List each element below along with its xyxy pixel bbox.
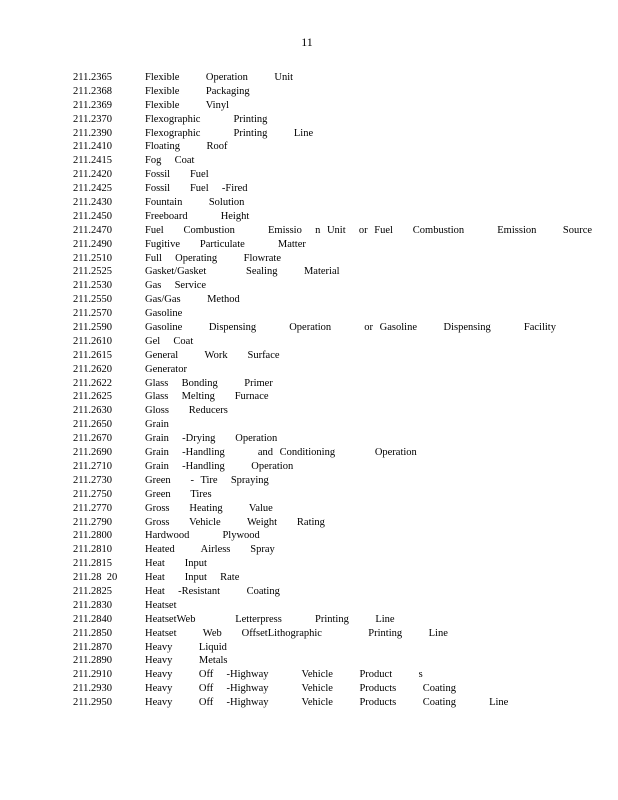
section-number: 211.2430: [73, 197, 112, 209]
definition-entry: [73, 71, 593, 85]
definition-entry: [73, 224, 593, 238]
section-number: 211.2622: [73, 377, 112, 389]
definition-entry: [73, 307, 593, 321]
section-number: 211.2470: [73, 224, 112, 236]
defined-term: Heat -Resistant Coating: [145, 585, 280, 597]
defined-term: Grain -Drying Operation: [145, 433, 278, 445]
definition-entry: [73, 627, 593, 641]
defined-term: Gel Coat: [145, 335, 194, 347]
defined-term: Green - Tire Spraying: [145, 474, 269, 486]
section-number: 211.2950: [73, 697, 112, 709]
section-number: 211.2670: [73, 433, 112, 445]
defined-term: Hardwood Plywood: [145, 530, 260, 542]
defined-term: Fuel Combustion Emissio n Unit or Fuel Combustion Emission Source: [145, 224, 593, 236]
definition-entry: [73, 238, 593, 252]
defined-term: Green Tires: [145, 488, 212, 500]
defined-term: Heavy Metals: [145, 655, 228, 667]
definition-entry: [73, 571, 593, 585]
section-number: 211.2525: [73, 266, 112, 278]
section-number: 211.2930: [73, 683, 112, 695]
section-number: 211.2368: [73, 85, 112, 97]
section-number: 211.2615: [73, 349, 112, 361]
section-number: 211.2370: [73, 113, 112, 125]
section-number: 211.2420: [73, 169, 112, 181]
definition-entry: [73, 390, 593, 404]
defined-term: Gasket/Gasket Sealing Material: [145, 266, 340, 278]
definition-entry: [73, 529, 593, 543]
definition-entry: [73, 654, 593, 668]
defined-term: Heavy Liquid: [145, 641, 227, 653]
defined-term: Grain -Handling and Conditioning Operation: [145, 447, 417, 459]
section-number: 211.2650: [73, 419, 112, 431]
section-number: 211.2850: [73, 627, 112, 639]
definition-entry: [73, 182, 593, 196]
section-number: 211.2630: [73, 405, 112, 417]
section-number: 211.2890: [73, 655, 112, 667]
definition-entry: [73, 696, 593, 710]
defined-term: Fugitive Particulate Matter: [145, 238, 306, 250]
defined-term: Gas Service: [145, 280, 207, 292]
definition-entry: [73, 682, 593, 696]
section-number: 211.2369: [73, 99, 112, 111]
defined-term: General Work Surface: [145, 349, 280, 361]
section-number: 211.2415: [73, 155, 112, 167]
definition-entry: [73, 516, 593, 530]
definition-entry: [73, 210, 593, 224]
defined-term: Gasoline Dispensing Operation or Gasoline Dispensing Facility: [145, 322, 556, 334]
definition-entry: [73, 377, 593, 391]
defined-term: Fog Coat: [145, 155, 195, 167]
definition-entry: [73, 474, 593, 488]
defined-term: Glass Melting Furnace: [145, 391, 269, 403]
defined-term: Flexible Operation Unit: [145, 72, 294, 83]
defined-term: Heat Input Rate: [145, 572, 240, 584]
section-number: 211.2410: [73, 141, 112, 153]
section-number: 211.2750: [73, 488, 112, 500]
defined-term: Heated Airless Spray: [145, 544, 275, 556]
section-number: 211.2830: [73, 599, 112, 611]
definition-entry: [73, 543, 593, 557]
section-number: 211.2590: [73, 322, 112, 334]
page-number: 11: [301, 35, 313, 49]
definition-entry: [73, 265, 593, 279]
definition-entry: [73, 446, 593, 460]
section-number: 211.2620: [73, 363, 112, 375]
section-number: 211.2870: [73, 641, 112, 653]
defined-term: Fountain Solution: [145, 197, 245, 209]
definition-entry: [73, 557, 593, 571]
definition-entry: [73, 279, 593, 293]
definition-entry: [73, 668, 593, 682]
definition-entry: [73, 127, 593, 141]
definition-entry: [73, 154, 593, 168]
defined-term: Gasoline: [145, 308, 183, 320]
section-number: 211.2825: [73, 585, 112, 597]
definition-entry: [73, 641, 593, 655]
definition-entry: [73, 140, 593, 154]
definition-entry: [73, 418, 593, 432]
section-number: 211.2610: [73, 335, 112, 347]
section-number: 211.2450: [73, 210, 112, 222]
definition-entry: [73, 335, 593, 349]
defined-term: Heatset Web OffsetLithographic Printing Line: [145, 627, 448, 639]
definition-entry: [73, 502, 593, 516]
defined-term: Heatset: [145, 599, 177, 611]
defined-term: Gas/Gas Method: [145, 294, 240, 306]
definition-entry: [73, 252, 593, 266]
defined-term: Gloss Reducers: [145, 405, 228, 417]
defined-term: Heavy Off -Highway Vehicle Products Coating Line: [145, 697, 509, 709]
definition-entry: [73, 321, 593, 335]
section-number: 211.2365: [73, 72, 112, 83]
definition-entry: [73, 293, 593, 307]
definition-entry: [73, 196, 593, 210]
definition-entry: [73, 99, 593, 113]
definition-entry: [73, 168, 593, 182]
definition-entry: [73, 432, 593, 446]
definition-entry: [73, 113, 593, 127]
section-number: 211.2625: [73, 391, 112, 403]
defined-term: Generator: [145, 363, 187, 375]
section-number: 211.2910: [73, 669, 112, 681]
section-number: 211.2390: [73, 127, 112, 139]
section-number: 211.2490: [73, 238, 112, 250]
defined-term: Flexographic Printing Line: [145, 127, 314, 139]
defined-term: Heavy Off -Highway Vehicle Products Coating: [145, 683, 456, 695]
section-number: 211.2730: [73, 474, 112, 486]
definition-entry: [73, 488, 593, 502]
section-number: 211.2710: [73, 460, 112, 472]
defined-term: Grain -Handling Operation: [145, 460, 294, 472]
defined-term: Full Operating Flowrate: [145, 252, 281, 264]
section-number: 211.2425: [73, 183, 112, 195]
defined-term: Gross Heating Value: [145, 502, 273, 514]
section-number: 211.2810: [73, 544, 112, 556]
defined-term: Floating Roof: [145, 141, 228, 153]
defined-term: Heavy Off -Highway Vehicle Product s: [145, 669, 423, 681]
definition-entry: [73, 349, 593, 363]
definition-entry: [73, 613, 593, 627]
defined-term: Grain: [145, 419, 169, 431]
definition-entry: [73, 460, 593, 474]
defined-term: Heat Input: [145, 558, 207, 570]
section-number: 211.2770: [73, 502, 112, 514]
defined-term: Freeboard Height: [145, 210, 250, 222]
definition-entry: [73, 404, 593, 418]
defined-term: Flexible Packaging: [145, 85, 250, 97]
definition-entry: [73, 363, 593, 377]
definitions-list: [73, 71, 593, 710]
section-number: 211.2690: [73, 447, 112, 459]
section-number: 211.2815: [73, 558, 112, 570]
section-number: 211.2550: [73, 294, 112, 306]
defined-term: Fossil Fuel: [145, 169, 209, 181]
defined-term: Gross Vehicle Weight Rating: [145, 516, 325, 528]
definition-entry: [73, 585, 593, 599]
section-number: 211.2530: [73, 280, 112, 292]
section-number: 211.2510: [73, 252, 112, 264]
section-number: 211.28 20: [73, 572, 118, 584]
section-number: 211.2790: [73, 516, 112, 528]
definition-entry: [73, 85, 593, 99]
section-number: 211.2800: [73, 530, 112, 542]
defined-term: Flexible Vinyl: [145, 99, 230, 111]
section-number: 211.2570: [73, 308, 112, 320]
defined-term: Flexographic Printing: [145, 113, 268, 125]
definition-entry: [73, 599, 593, 613]
defined-term: Glass Bonding Primer: [145, 377, 273, 389]
section-number: 211.2840: [73, 613, 112, 625]
defined-term: HeatsetWeb Letterpress Printing Line: [145, 613, 395, 625]
defined-term: Fossil Fuel -Fired: [145, 183, 248, 195]
